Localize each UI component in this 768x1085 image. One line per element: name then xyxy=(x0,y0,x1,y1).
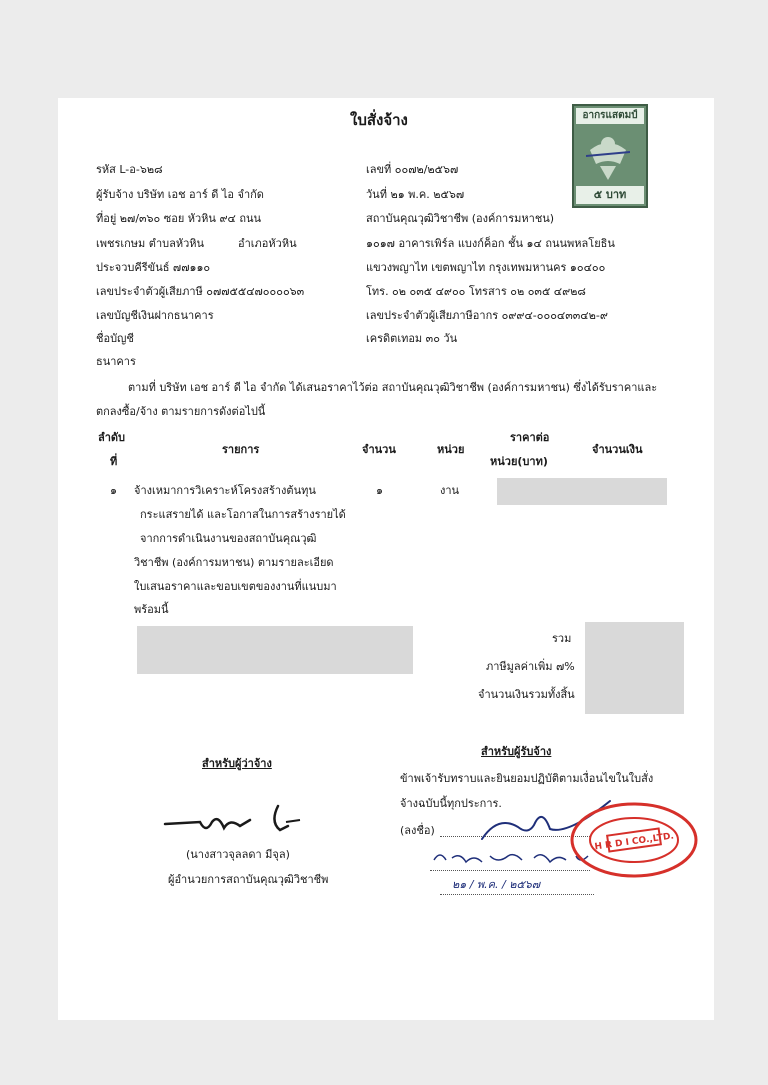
intro-line-1: ตามที่ บริษัท เอช อาร์ ดี ไอ จำกัด ได้เสนอราคาไว้ต่อ สถาบันคุณวุฒิวิชาชีพ (องค์การมหาชน) ซึ่งได้รับราคาและ xyxy=(128,381,658,394)
org-name: สถาบันคุณวุฒิวิชาชีพ (องค์การมหาชน) xyxy=(366,212,555,225)
contractor-heading: สำหรับผู้รับจ้าง xyxy=(481,745,552,758)
header-unit: หน่วย xyxy=(437,443,465,456)
document-number: เลขที่ ๐๐๗๒/๒๕๖๗ xyxy=(366,163,459,176)
row-desc-5: ใบเสนอราคาและขอบเขตของงานที่แนบมา xyxy=(134,580,337,593)
row-number: ๑ xyxy=(110,484,117,497)
document-title: ใบสั่งจ้าง xyxy=(350,111,408,129)
header-item: รายการ xyxy=(222,443,260,456)
row-qty: ๑ xyxy=(376,484,383,497)
redacted-amount-text xyxy=(137,626,413,674)
acknowledge-line-2: จ้างฉบับนี้ทุกประการ. xyxy=(400,797,502,810)
row-desc-4: วิชาชีพ (องค์การมหาชน) ตามรายละเอียด xyxy=(134,556,334,569)
intro-line-2: ตกลงซื้อ/จ้าง ตามรายการดังต่อไปนี้ xyxy=(96,405,266,418)
row-desc-1: จ้างเหมาการวิเคราะห์โครงสร้างต้นทุน xyxy=(134,484,316,497)
credit-term: เครดิตเทอม ๓๐ วัน xyxy=(366,332,458,345)
revenue-stamp xyxy=(572,104,648,208)
header-qty: จำนวน xyxy=(362,443,396,456)
stamp-value: ๕ บาท xyxy=(576,186,644,204)
org-tax-id: เลขประจำตัวผู้เสียภาษีอากร ๐๙๙๔-๐๐๐๔๓๓๔๒-๙ xyxy=(366,309,608,322)
seal-text: H R D I CO.,LTD. xyxy=(593,831,675,853)
row-desc-2: กระแสรายได้ และโอกาสในการสร้างรายได้ xyxy=(140,508,346,521)
employer-position: ผู้อำนวยการสถาบันคุณวุฒิวิชาชีพ xyxy=(168,873,329,886)
name-line xyxy=(430,870,590,871)
document-date: วันที่ ๒๑ พ.ค. ๒๕๖๗ xyxy=(366,188,465,201)
handwritten-date: ๒๑ / พ.ค. / ๒๕๖๗ xyxy=(452,878,541,891)
header-amount: จำนวนเงิน xyxy=(592,443,643,456)
contractor-name: ผู้รับจ้าง บริษัท เอช อาร์ ดี ไอ จำกัด xyxy=(96,188,264,201)
total-sum-label: รวม xyxy=(552,632,572,645)
total-grand-label: จำนวนเงินรวมทั้งสิ้น xyxy=(478,688,575,701)
sign-label: (ลงชื่อ) xyxy=(400,824,435,837)
header-price-line1: ราคาต่อ xyxy=(510,431,550,444)
employer-signature xyxy=(160,800,310,840)
row-unit: งาน xyxy=(440,484,460,497)
ref-code: รหัส L-อ-๖๒๘ xyxy=(96,163,163,176)
company-seal xyxy=(568,800,700,880)
org-phone: โทร. ๐๒ ๐๓๕ ๔๙๐๐ โทรสาร ๐๒ ๐๓๕ ๔๙๒๘ xyxy=(366,285,586,298)
acknowledge-line-1: ข้าพเจ้ารับทราบและยินยอมปฏิบัติตามเงื่อนไขในใบสั่ง xyxy=(400,772,654,785)
bank-name: ธนาคาร xyxy=(96,355,136,368)
header-no-line2: ที่ xyxy=(110,455,118,468)
row-desc-6: พร้อมนี้ xyxy=(134,603,169,616)
org-address-1: ๑๐๑๗ อาคารเพิร์ล แบงก์ค็อก ชั้น ๑๔ ถนนพหลโยธิน xyxy=(366,237,615,250)
date-line xyxy=(440,894,594,895)
employer-name: (นางสาวจุลลดา มีจุล) xyxy=(186,848,290,861)
garuda-emblem-icon xyxy=(586,130,630,182)
employer-heading: สำหรับผู้ว่าจ้าง xyxy=(202,757,272,770)
header-no-line1: ลำดับ xyxy=(98,431,126,444)
contractor-address-1: ที่อยู่ ๒๗/๓๖๐ ซอย หัวหิน ๙๔ ถนน xyxy=(96,212,262,225)
contractor-address-2b: อำเภอหัวหิน xyxy=(238,237,297,250)
contractor-address-2a: เพชรเกษม ตำบลหัวหิน xyxy=(96,237,205,250)
redacted-totals xyxy=(585,622,684,714)
stamp-top-label: อากรแสตมป์ xyxy=(576,108,644,124)
redacted-price xyxy=(497,478,667,505)
contractor-tax-id: เลขประจำตัวผู้เสียภาษี ๐๗๗๕๕๔๗๐๐๐๐๖๓ xyxy=(96,285,305,298)
account-name: ชื่อบัญชี xyxy=(96,332,134,345)
total-vat-label: ภาษีมูลค่าเพิ่ม ๗% xyxy=(486,660,575,673)
row-desc-3: จากการดำเนินงานของสถาบันคุณวุฒิ xyxy=(140,532,317,545)
bank-account: เลขบัญชีเงินฝากธนาคาร xyxy=(96,309,214,322)
header-price-line2: หน่วย(บาท) xyxy=(490,455,548,468)
org-address-2: แขวงพญาไท เขตพญาไท กรุงเทพมหานคร ๑๐๔๐๐ xyxy=(366,261,606,274)
contractor-address-3: ประจวบคีรีขันธ์ ๗๗๑๑๐ xyxy=(96,261,211,274)
